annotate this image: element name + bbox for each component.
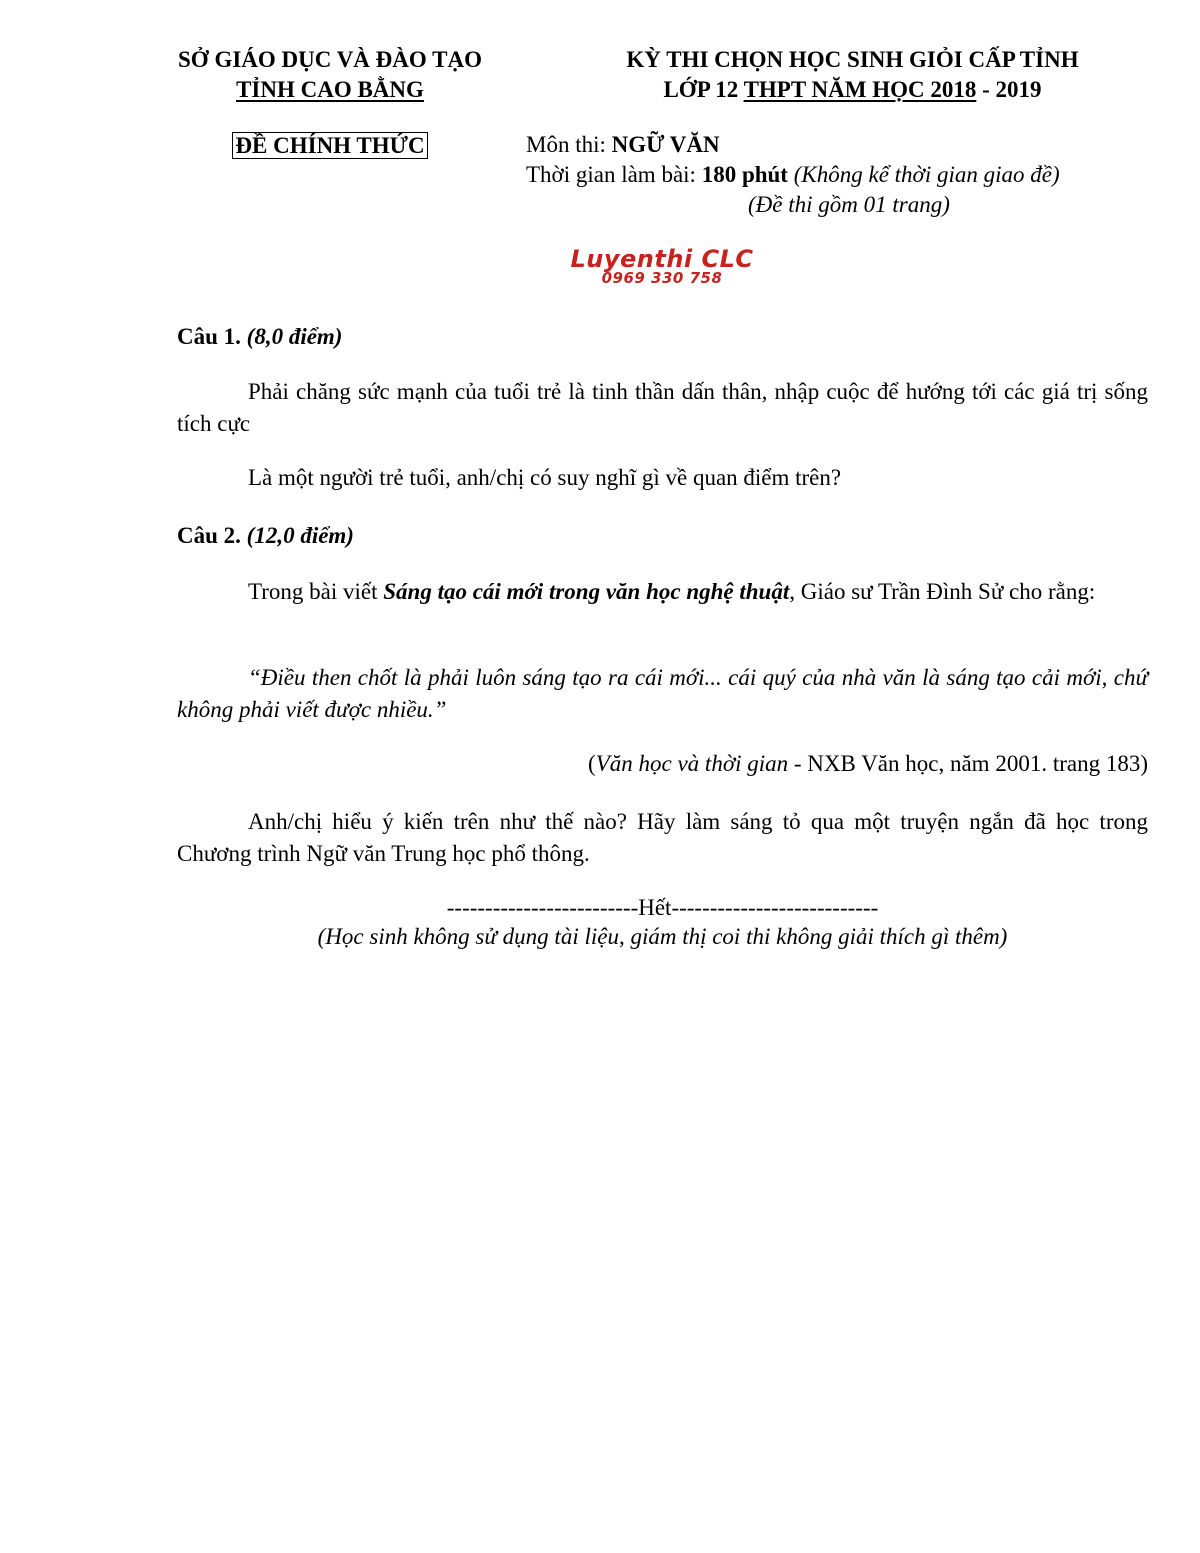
official-label: ĐỀ CHÍNH THỨC — [232, 132, 427, 159]
department-name: SỞ GIÁO DỤC VÀ ĐÀO TẠO — [178, 47, 482, 72]
subject-line: Môn thi: NGỮ VĂN — [526, 132, 720, 157]
question-2-heading: Câu 2. (12,0 điểm) — [177, 523, 354, 548]
article-title: Sáng tạo cái mới trong văn học nghệ thuật — [383, 579, 790, 604]
official-label-wrap — [150, 131, 510, 161]
header-left — [150, 45, 510, 105]
question-2-intro: Trong bài viết Sáng tạo cái mới trong văn học nghệ thuật, Giáo sư Trần Đình Sử cho rằng: — [248, 579, 1096, 604]
time-line: Thời gian làm bài: 180 phút (Không kể thời gian giao đề) — [526, 162, 1060, 187]
question-1-prompt: Là một người trẻ tuổi, anh/chị có suy nghĩ gì về quan điểm trên? — [248, 465, 842, 490]
logo-name: Luyenthi CLC — [570, 245, 754, 273]
exam-subtitle: LỚP 12 THPT NĂM HỌC 2018 - 2019 — [663, 77, 1042, 102]
question-1-heading: Câu 1. (8,0 điểm) — [177, 324, 343, 349]
question-2-task: Anh/chị hiểu ý kiến trên như thế nào? Hãy làm sáng tỏ qua một truyện ngắn đã học trong Chương trình Ngữ văn Trung học phổ thông. — [177, 809, 1148, 866]
exam-info — [526, 130, 1166, 220]
header-right — [560, 45, 1145, 105]
question-1-paragraph: Phải chăng sức mạnh của tuổi trẻ là tinh thần dấn thân, nhập cuộc để hướng tới các giá trị sống tích cực — [177, 379, 1148, 436]
quote-source: (Văn học và thời gian - NXB Văn học, năm 2001. trang 183) — [588, 751, 1148, 776]
end-marker: -------------------------Hết--------------------------- — [446, 895, 879, 920]
logo-phone: 0969 330 758 — [601, 269, 723, 287]
province-name: TỈNH CAO BẰNG — [236, 77, 424, 102]
question-2-quote: “Điều then chốt là phải luôn sáng tạo ra cái mới... cái quý của nhà văn là sáng tạo cải mới, chứ không phải viết được nhiều.” — [177, 665, 1148, 722]
exam-note: (Học sinh không sử dụng tài liệu, giám thị coi thi không giải thích gì thêm) — [317, 924, 1008, 949]
exam-title: KỲ THI CHỌN HỌC SINH GIỎI CẤP TỈNH — [626, 47, 1079, 72]
pages-note: (Đề thi gồm 01 trang) — [748, 192, 950, 217]
logo — [552, 244, 772, 286]
